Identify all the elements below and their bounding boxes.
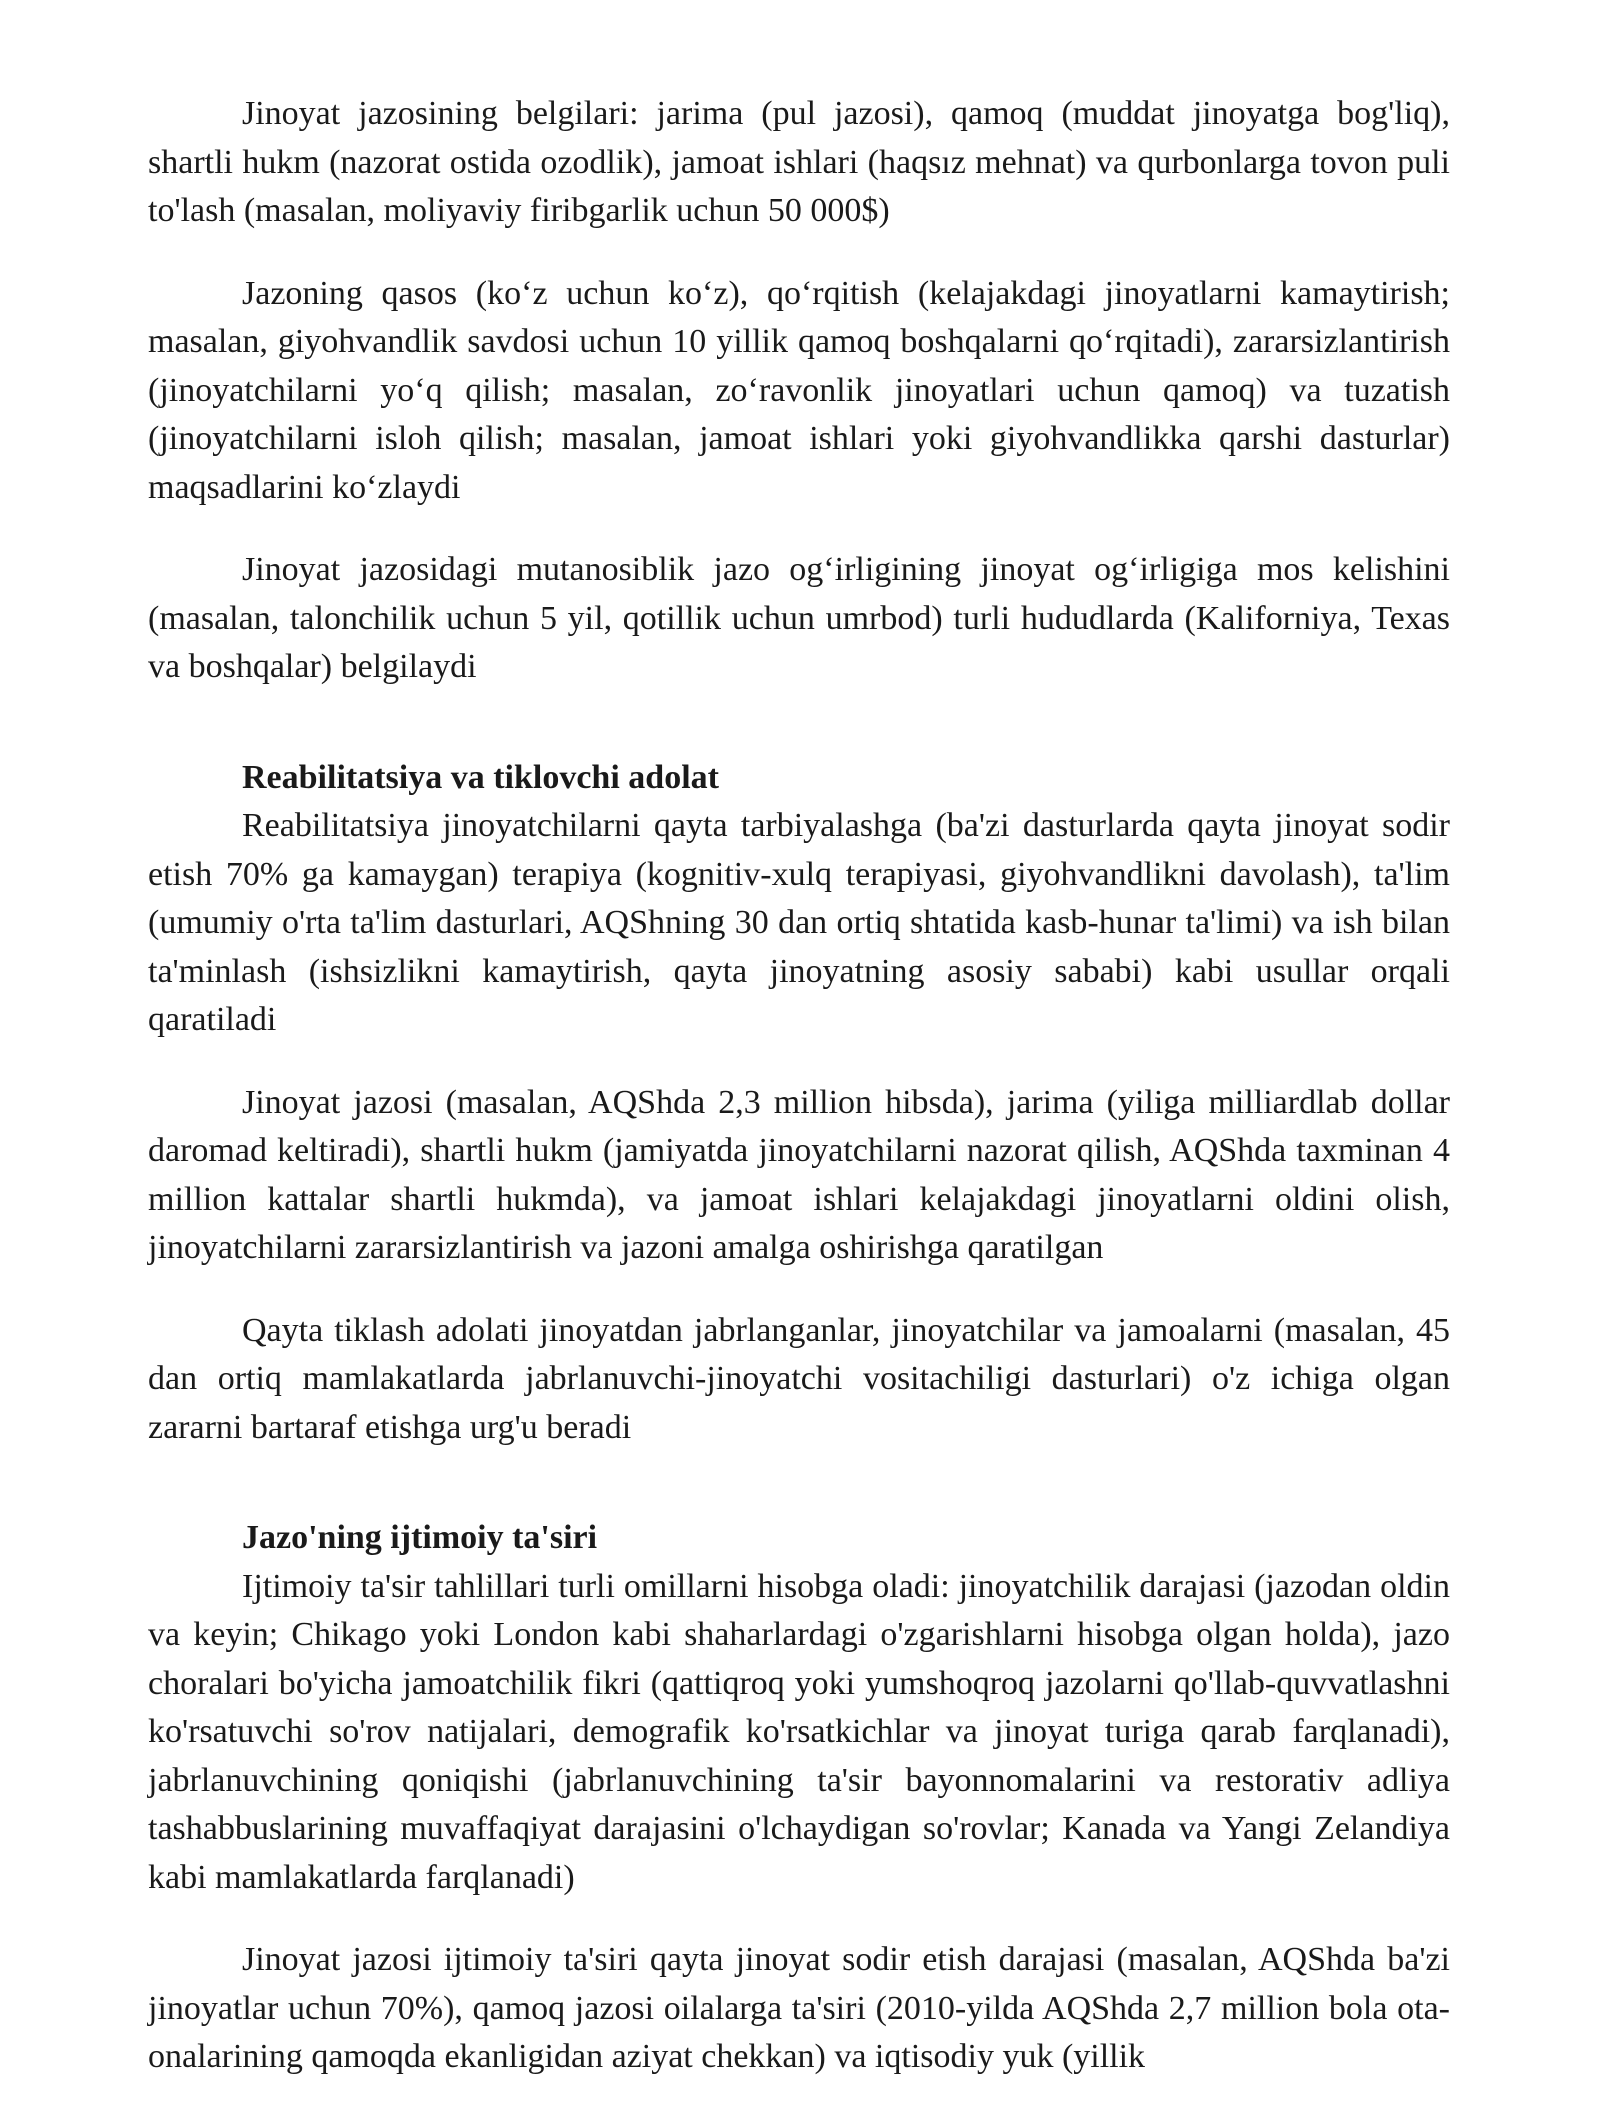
paragraph-punishment-types: Jinoyat jazosining belgilari: jarima (pul jazosi), qamoq (muddat jinoyatga bog'liq), shartli hukm (nazorat ostida ozodlik), jamoat ishlari (haqsız mehnat) va qurbonlarga tovon puli to'lash (masalan, moliyaviy firibgarlik uchun 50 000$) bbox=[148, 95, 1450, 229]
paragraph-proportionality: Jinoyat jazosidagi mutanosiblik jazo og‘irligining jinoyat og‘irligiga mos kelishini (masalan, talonchilik uchun 5 yil, qotillik uchun umrbod) turli hududlarda (Kaliforniya, Texas va boshqalar) belgilaydi bbox=[148, 551, 1450, 685]
document-page bbox=[148, 90, 1450, 2116]
paragraph-punishment-goals: Jazoning qasos (ko‘z uchun ko‘z), qo‘rqitish (kelajakdagi jinoyatlarni kamaytirish; masalan, giyohvandlik savdosi uchun 10 yillik qamoq boshqalarni qo‘rqitadi), zararsizlantirish (jinoyatchilarni yo‘q qilish; masalan, zo‘ravonlik jinoyatlari uchun qamoq) va tuzatish (jinoyatchilarni isloh qilish; masalan, jamoat ishlari yoki giyohvandlikka qarshi dasturlar) maqsadlarini ko‘zlaydi bbox=[148, 274, 1450, 506]
paragraph-social-impact-analysis: Ijtimoiy ta'sir tahlillari turli omillarni hisobga oladi: jinoyatchilik darajasi (jazodan oldin va keyin; Chikago yoki London kabi shaharlardagi o'zgarishlarni hisobga olgan holda), jazo choralari bo'yicha jamoatchilik fikri (qattiqroq yoki yumshoqroq jazolarni qo'llab-quvvatlashni ko'rsatuvchi so'rov natijalari, demografik ko'rsatkichlar va jinoyat turiga qarab farqlanadi), jabrlanuvchining qoniqishi (jabrlanuvchining ta'sir bayonnomalarini va restorativ adliya tashabbuslarining muvaffaqiyat darajasini o'lchaydigan so'rovlar; Kanada va Yangi Zelandiya kabi mamlakatlarda farqlanadi) bbox=[148, 1567, 1450, 1896]
section-heading-rehabilitation: Reabilitatsiya va tiklovchi adolat bbox=[242, 758, 719, 796]
paragraph-restorative-justice: Qayta tiklash adolati jinoyatdan jabrlanganlar, jinoyatchilar va jamoalarni (masalan, 45 dan ortiq mamlakatlarda jabrlanuvchi-jinoyatchi vositachiligi dasturlari) o'z ichiga olgan zararni bartaraf etishga urg'u beradi bbox=[148, 1311, 1450, 1446]
paragraph-social-impact-recidivism: Jinoyat jazosi ijtimoiy ta'siri qayta jinoyat sodir etish darajasi (masalan, AQShda ba'zi jinoyatlar uchun 70%), qamoq jazosi oilalarga ta'siri (2010-yilda AQShda 2,7 million bola ota-onalarining qamoqda ekanligidan aziyat chekkan) va iqtisodiy yuk (yillik bbox=[148, 1941, 1450, 2075]
paragraph-criminal-punishment: Jinoyat jazosi (masalan, AQShda 2,3 million hibsda), jarima (yiliga milliardlab dollar daromad keltiradi), shartli hukm (jamiyatda jinoyatchilarni nazorat qilish, AQShda taxminan 4 million kattalar shartli hukmda), va jamoat ishlari kelajakdagi jinoyatlarni oldini olish, jinoyatchilarni zararsizlantirish va jazoni amalga oshirishga qaratilgan bbox=[148, 1083, 1450, 1266]
section-heading-social-impact: Jazo'ning ijtimoiy ta'siri bbox=[242, 1519, 598, 1556]
paragraph-rehabilitation: Reabilitatsiya jinoyatchilarni qayta tarbiyalashga (ba'zi dasturlarda qayta jinoyat sodir etish 70% ga kamaygan) terapiya (kognitiv-xulq terapiyasi, giyohvandlikni davolash), ta'lim (umumiy o'rta ta'lim dasturlari, AQShning 30 dan ortiq shtatida kasb-hunar ta'limi) va ish bilan ta'minlash (ishsizlikni kamaytirish, qayta jinoyatning asosiy sababi) kabi usullar orqali qaratiladi bbox=[148, 807, 1450, 1038]
